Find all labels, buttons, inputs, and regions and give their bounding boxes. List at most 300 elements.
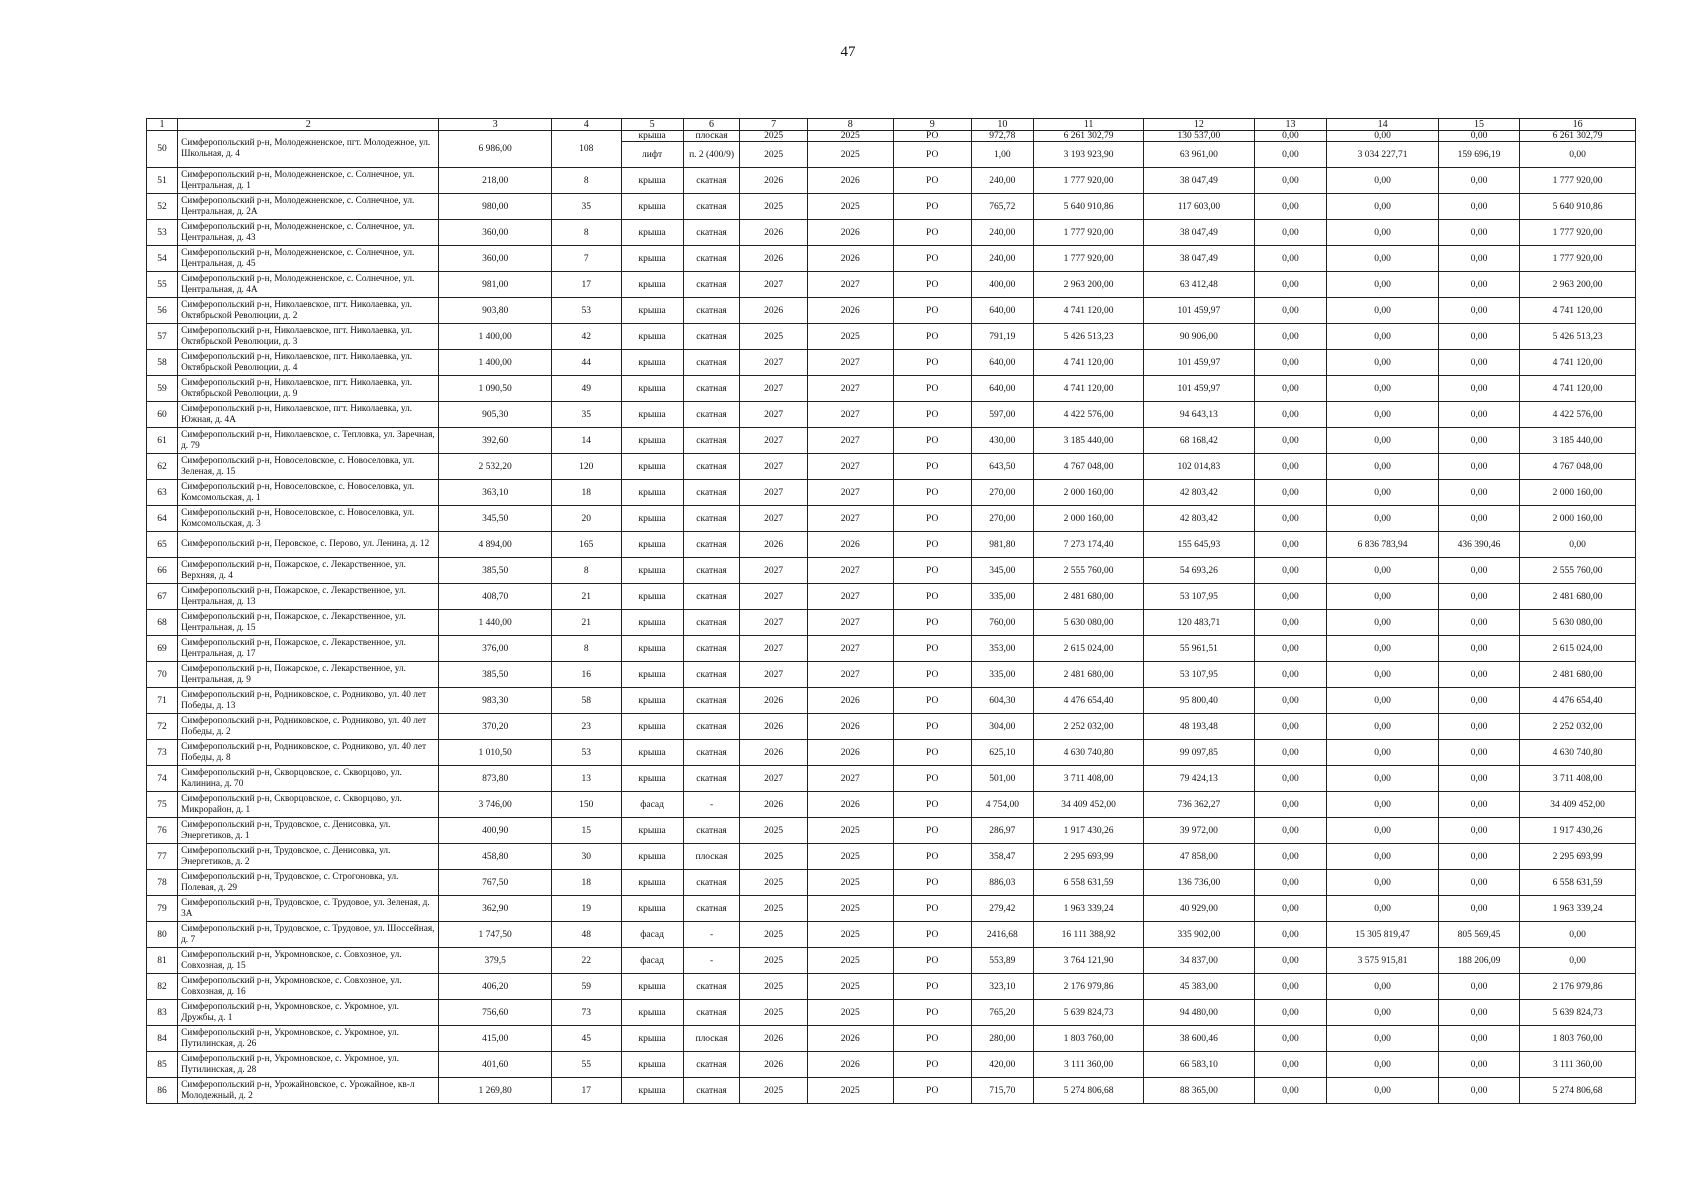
address-cell: Симферопольский р-н, Скворцовское, с. Скворцово, ул. Микрорайон, д. 1 bbox=[178, 792, 439, 818]
fund-local-cell: 0,00 bbox=[1438, 454, 1519, 480]
residents-cell: 21 bbox=[551, 610, 621, 636]
year-end-cell: 2025 bbox=[807, 1078, 893, 1104]
table-cell: 0,00 bbox=[1254, 142, 1327, 168]
area-cell: 1 010,50 bbox=[439, 740, 551, 766]
area-cell: 767,50 bbox=[439, 870, 551, 896]
year-start-cell: 2027 bbox=[740, 766, 807, 792]
fund-federal-cell: 0,00 bbox=[1254, 324, 1327, 350]
volume-cell: 240,00 bbox=[971, 246, 1033, 272]
fund-owners-cell: 2 963 200,00 bbox=[1520, 272, 1636, 298]
table-cell: 0,00 bbox=[1254, 131, 1327, 142]
table-cell: 3 193 923,90 bbox=[1033, 142, 1143, 168]
year-start-cell: 2026 bbox=[740, 792, 807, 818]
year-start-cell: 2027 bbox=[740, 636, 807, 662]
volume-cell: 2416,68 bbox=[971, 922, 1033, 948]
table-cell: 2025 bbox=[740, 131, 807, 142]
year-end-cell: 2027 bbox=[807, 376, 893, 402]
year-end-cell: 2027 bbox=[807, 558, 893, 584]
area-cell: 756,60 bbox=[439, 1000, 551, 1026]
volume-cell: 280,00 bbox=[971, 1026, 1033, 1052]
table-row bbox=[147, 220, 1636, 246]
fund-local-cell: 0,00 bbox=[1438, 610, 1519, 636]
fund-local-cell: 0,00 bbox=[1438, 766, 1519, 792]
fund-local-cell: 0,00 bbox=[1438, 272, 1519, 298]
work-type-cell: фасад bbox=[621, 948, 683, 974]
fund-owners-cell: 1 777 920,00 bbox=[1520, 168, 1636, 194]
column-number-11: 11 bbox=[1033, 119, 1143, 131]
year-start-cell: 2025 bbox=[740, 844, 807, 870]
area-cell: 3 746,00 bbox=[439, 792, 551, 818]
residents-cell: 23 bbox=[551, 714, 621, 740]
total-cost-cell: 5 639 824,73 bbox=[1033, 1000, 1143, 1026]
unit-cost-cell: 47 858,00 bbox=[1144, 844, 1254, 870]
fund-owners-cell: 2 481 680,00 bbox=[1520, 662, 1636, 688]
work-type-cell: крыша bbox=[621, 324, 683, 350]
method-cell: РО bbox=[893, 974, 971, 1000]
volume-cell: 286,97 bbox=[971, 818, 1033, 844]
year-start-cell: 2026 bbox=[740, 532, 807, 558]
row-number: 61 bbox=[147, 428, 178, 454]
fund-owners-cell: 1 777 920,00 bbox=[1520, 246, 1636, 272]
method-cell: РО bbox=[893, 168, 971, 194]
fund-local-cell: 0,00 bbox=[1438, 558, 1519, 584]
address-cell: Симферопольский р-н, Николаевское, пгт. Николаевка, ул. Октябрьской Революции, д. 9 bbox=[178, 376, 439, 402]
unit-cost-cell: 38 047,49 bbox=[1144, 220, 1254, 246]
row-number: 82 bbox=[147, 974, 178, 1000]
fund-owners-cell: 4 422 576,00 bbox=[1520, 402, 1636, 428]
area-cell: 370,20 bbox=[439, 714, 551, 740]
row-number: 63 bbox=[147, 480, 178, 506]
residents-cell: 73 bbox=[551, 1000, 621, 1026]
method-cell: РО bbox=[893, 792, 971, 818]
roof-type-cell: скатная bbox=[683, 532, 740, 558]
method-cell: РО bbox=[893, 428, 971, 454]
fund-regional-cell: 0,00 bbox=[1327, 844, 1438, 870]
fund-local-cell: 0,00 bbox=[1438, 194, 1519, 220]
fund-regional-cell: 3 575 915,81 bbox=[1327, 948, 1438, 974]
unit-cost-cell: 40 929,00 bbox=[1144, 896, 1254, 922]
fund-owners-cell: 0,00 bbox=[1520, 922, 1636, 948]
address-cell: Симферопольский р-н, Трудовское, с. Трудовое, ул. Зеленая, д. 3А bbox=[178, 896, 439, 922]
unit-cost-cell: 53 107,95 bbox=[1144, 584, 1254, 610]
unit-cost-cell: 38 047,49 bbox=[1144, 168, 1254, 194]
unit-cost-cell: 101 459,97 bbox=[1144, 350, 1254, 376]
total-cost-cell: 3 764 121,90 bbox=[1033, 948, 1143, 974]
method-cell: РО bbox=[893, 558, 971, 584]
row-number: 55 bbox=[147, 272, 178, 298]
residents-cell: 13 bbox=[551, 766, 621, 792]
unit-cost-cell: 79 424,13 bbox=[1144, 766, 1254, 792]
total-cost-cell: 2 176 979,86 bbox=[1033, 974, 1143, 1000]
method-cell: РО bbox=[893, 480, 971, 506]
year-end-cell: 2025 bbox=[807, 922, 893, 948]
year-start-cell: 2026 bbox=[740, 740, 807, 766]
fund-owners-cell: 2 615 024,00 bbox=[1520, 636, 1636, 662]
unit-cost-cell: 88 365,00 bbox=[1144, 1078, 1254, 1104]
table-row bbox=[147, 844, 1636, 870]
work-type-cell: крыша bbox=[621, 610, 683, 636]
fund-owners-cell: 5 640 910,86 bbox=[1520, 194, 1636, 220]
table-cell: 2025 bbox=[740, 142, 807, 168]
volume-cell: 270,00 bbox=[971, 480, 1033, 506]
year-end-cell: 2025 bbox=[807, 818, 893, 844]
roof-type-cell: скатная bbox=[683, 896, 740, 922]
year-start-cell: 2026 bbox=[740, 220, 807, 246]
row-number: 58 bbox=[147, 350, 178, 376]
table-row bbox=[147, 131, 1636, 142]
fund-federal-cell: 0,00 bbox=[1254, 636, 1327, 662]
work-type-cell: крыша bbox=[621, 662, 683, 688]
fund-federal-cell: 0,00 bbox=[1254, 220, 1327, 246]
area-cell: 4 894,00 bbox=[439, 532, 551, 558]
table-row bbox=[147, 376, 1636, 402]
fund-federal-cell: 0,00 bbox=[1254, 1078, 1327, 1104]
address-cell: Симферопольский р-н, Новоселовское, с. Новоселовка, ул. Комсомольская, д. 1 bbox=[178, 480, 439, 506]
row-number: 68 bbox=[147, 610, 178, 636]
fund-owners-cell: 5 426 513,23 bbox=[1520, 324, 1636, 350]
roof-type-cell: скатная bbox=[683, 506, 740, 532]
work-type-cell: крыша bbox=[621, 896, 683, 922]
fund-federal-cell: 0,00 bbox=[1254, 766, 1327, 792]
unit-cost-cell: 101 459,97 bbox=[1144, 376, 1254, 402]
area-cell: 360,00 bbox=[439, 246, 551, 272]
residents-cell: 30 bbox=[551, 844, 621, 870]
table-cell: РО bbox=[893, 142, 971, 168]
fund-local-cell: 188 206,09 bbox=[1438, 948, 1519, 974]
total-cost-cell: 4 476 654,40 bbox=[1033, 688, 1143, 714]
table-row bbox=[147, 610, 1636, 636]
table-row bbox=[147, 402, 1636, 428]
year-start-cell: 2025 bbox=[740, 974, 807, 1000]
table-row bbox=[147, 896, 1636, 922]
fund-local-cell: 0,00 bbox=[1438, 1078, 1519, 1104]
row-number: 78 bbox=[147, 870, 178, 896]
fund-local-cell: 0,00 bbox=[1438, 584, 1519, 610]
year-end-cell: 2027 bbox=[807, 766, 893, 792]
fund-federal-cell: 0,00 bbox=[1254, 584, 1327, 610]
residents-cell: 8 bbox=[551, 168, 621, 194]
residents-cell: 53 bbox=[551, 298, 621, 324]
year-end-cell: 2027 bbox=[807, 454, 893, 480]
volume-cell: 765,72 bbox=[971, 194, 1033, 220]
year-end-cell: 2025 bbox=[807, 896, 893, 922]
area-cell: 385,50 bbox=[439, 662, 551, 688]
total-cost-cell: 1 777 920,00 bbox=[1033, 246, 1143, 272]
volume-cell: 4 754,00 bbox=[971, 792, 1033, 818]
fund-regional-cell: 0,00 bbox=[1327, 298, 1438, 324]
row-number: 85 bbox=[147, 1052, 178, 1078]
roof-type-cell: скатная bbox=[683, 870, 740, 896]
fund-local-cell: 0,00 bbox=[1438, 1000, 1519, 1026]
method-cell: РО bbox=[893, 766, 971, 792]
address-cell: Симферопольский р-н, Укромновское, с. Укромное, ул. Дружбы, д. 1 bbox=[178, 1000, 439, 1026]
year-start-cell: 2027 bbox=[740, 454, 807, 480]
year-end-cell: 2027 bbox=[807, 610, 893, 636]
fund-local-cell: 805 569,45 bbox=[1438, 922, 1519, 948]
total-cost-cell: 2 252 032,00 bbox=[1033, 714, 1143, 740]
fund-federal-cell: 0,00 bbox=[1254, 194, 1327, 220]
volume-cell: 240,00 bbox=[971, 168, 1033, 194]
fund-regional-cell: 0,00 bbox=[1327, 584, 1438, 610]
volume-cell: 640,00 bbox=[971, 376, 1033, 402]
fund-owners-cell: 4 741 120,00 bbox=[1520, 350, 1636, 376]
fund-federal-cell: 0,00 bbox=[1254, 428, 1327, 454]
fund-regional-cell: 0,00 bbox=[1327, 480, 1438, 506]
table-row bbox=[147, 818, 1636, 844]
fund-federal-cell: 0,00 bbox=[1254, 714, 1327, 740]
unit-cost-cell: 55 961,51 bbox=[1144, 636, 1254, 662]
unit-cost-cell: 136 736,00 bbox=[1144, 870, 1254, 896]
column-number-3: 3 bbox=[439, 119, 551, 131]
residents-cell: 49 bbox=[551, 376, 621, 402]
fund-federal-cell: 0,00 bbox=[1254, 1052, 1327, 1078]
method-cell: РО bbox=[893, 896, 971, 922]
roof-type-cell: скатная bbox=[683, 1078, 740, 1104]
table-cell: 972,78 bbox=[971, 131, 1033, 142]
column-number-14: 14 bbox=[1327, 119, 1438, 131]
area-cell: 379,5 bbox=[439, 948, 551, 974]
fund-federal-cell: 0,00 bbox=[1254, 740, 1327, 766]
fund-regional-cell: 0,00 bbox=[1327, 220, 1438, 246]
row-number: 62 bbox=[147, 454, 178, 480]
roof-type-cell: скатная bbox=[683, 558, 740, 584]
fund-federal-cell: 0,00 bbox=[1254, 1000, 1327, 1026]
fund-regional-cell: 0,00 bbox=[1327, 740, 1438, 766]
year-start-cell: 2026 bbox=[740, 298, 807, 324]
year-start-cell: 2027 bbox=[740, 506, 807, 532]
method-cell: РО bbox=[893, 272, 971, 298]
work-type-cell: крыша bbox=[621, 220, 683, 246]
unit-cost-cell: 63 412,48 bbox=[1144, 272, 1254, 298]
row-number: 76 bbox=[147, 818, 178, 844]
table-row bbox=[147, 558, 1636, 584]
year-end-cell: 2026 bbox=[807, 740, 893, 766]
year-start-cell: 2025 bbox=[740, 818, 807, 844]
fund-regional-cell: 0,00 bbox=[1327, 194, 1438, 220]
fund-owners-cell: 6 558 631,59 bbox=[1520, 870, 1636, 896]
fund-regional-cell: 0,00 bbox=[1327, 1078, 1438, 1104]
method-cell: РО bbox=[893, 1078, 971, 1104]
fund-regional-cell: 0,00 bbox=[1327, 688, 1438, 714]
volume-cell: 760,00 bbox=[971, 610, 1033, 636]
unit-cost-cell: 68 168,42 bbox=[1144, 428, 1254, 454]
method-cell: РО bbox=[893, 948, 971, 974]
roof-type-cell: - bbox=[683, 948, 740, 974]
residents-cell: 18 bbox=[551, 870, 621, 896]
unit-cost-cell: 95 800,40 bbox=[1144, 688, 1254, 714]
year-end-cell: 2027 bbox=[807, 636, 893, 662]
fund-regional-cell: 0,00 bbox=[1327, 558, 1438, 584]
fund-federal-cell: 0,00 bbox=[1254, 350, 1327, 376]
area-cell: 392,60 bbox=[439, 428, 551, 454]
table-row bbox=[147, 480, 1636, 506]
work-type-cell: крыша bbox=[621, 844, 683, 870]
fund-regional-cell: 0,00 bbox=[1327, 636, 1438, 662]
table-cell: 0,00 bbox=[1327, 131, 1438, 142]
work-type-cell: фасад bbox=[621, 792, 683, 818]
roof-type-cell: скатная bbox=[683, 246, 740, 272]
table-row bbox=[147, 454, 1636, 480]
total-cost-cell: 2 481 680,00 bbox=[1033, 584, 1143, 610]
table-row bbox=[147, 662, 1636, 688]
method-cell: РО bbox=[893, 636, 971, 662]
roof-type-cell: скатная bbox=[683, 428, 740, 454]
total-cost-cell: 5 426 513,23 bbox=[1033, 324, 1143, 350]
unit-cost-cell: 155 645,93 bbox=[1144, 532, 1254, 558]
unit-cost-cell: 38 600,46 bbox=[1144, 1026, 1254, 1052]
fund-owners-cell: 2 481 680,00 bbox=[1520, 584, 1636, 610]
fund-federal-cell: 0,00 bbox=[1254, 506, 1327, 532]
total-cost-cell: 6 558 631,59 bbox=[1033, 870, 1143, 896]
fund-owners-cell: 3 185 440,00 bbox=[1520, 428, 1636, 454]
table-cell: 159 696,19 bbox=[1438, 142, 1519, 168]
volume-cell: 279,42 bbox=[971, 896, 1033, 922]
area-cell: 980,00 bbox=[439, 194, 551, 220]
table-cell: 3 034 227,71 bbox=[1327, 142, 1438, 168]
work-type-cell: крыша bbox=[621, 402, 683, 428]
method-cell: РО bbox=[893, 298, 971, 324]
year-start-cell: 2025 bbox=[740, 948, 807, 974]
method-cell: РО bbox=[893, 376, 971, 402]
unit-cost-cell: 48 193,48 bbox=[1144, 714, 1254, 740]
volume-cell: 715,70 bbox=[971, 1078, 1033, 1104]
year-end-cell: 2026 bbox=[807, 220, 893, 246]
total-cost-cell: 3 185 440,00 bbox=[1033, 428, 1143, 454]
table-row bbox=[147, 948, 1636, 974]
table-cell: крыша bbox=[621, 131, 683, 142]
method-cell: РО bbox=[893, 454, 971, 480]
address-cell: Симферопольский р-н, Пожарское, с. Лекарственное, ул. Верхняя, д. 4 bbox=[178, 558, 439, 584]
area-cell: 981,00 bbox=[439, 272, 551, 298]
address-cell: Симферопольский р-н, Урожайновское, с. Урожайное, кв-л Молодежный, д. 2 bbox=[178, 1078, 439, 1104]
unit-cost-cell: 42 803,42 bbox=[1144, 506, 1254, 532]
row-number: 59 bbox=[147, 376, 178, 402]
roof-type-cell: скатная bbox=[683, 1052, 740, 1078]
residents-cell: 44 bbox=[551, 350, 621, 376]
volume-cell: 240,00 bbox=[971, 220, 1033, 246]
unit-cost-cell: 102 014,83 bbox=[1144, 454, 1254, 480]
table-row bbox=[147, 714, 1636, 740]
volume-cell: 886,03 bbox=[971, 870, 1033, 896]
fund-local-cell: 0,00 bbox=[1438, 792, 1519, 818]
roof-type-cell: скатная bbox=[683, 376, 740, 402]
area-cell: 400,90 bbox=[439, 818, 551, 844]
fund-local-cell: 0,00 bbox=[1438, 1052, 1519, 1078]
volume-cell: 430,00 bbox=[971, 428, 1033, 454]
residents-cell: 58 bbox=[551, 688, 621, 714]
year-end-cell: 2027 bbox=[807, 402, 893, 428]
year-start-cell: 2027 bbox=[740, 558, 807, 584]
table-cell: 6 261 302,79 bbox=[1033, 131, 1143, 142]
residents-cell: 108 bbox=[551, 131, 621, 168]
fund-regional-cell: 0,00 bbox=[1327, 610, 1438, 636]
residents-cell: 7 bbox=[551, 246, 621, 272]
row-number: 65 bbox=[147, 532, 178, 558]
area-cell: 1 269,80 bbox=[439, 1078, 551, 1104]
method-cell: РО bbox=[893, 714, 971, 740]
year-start-cell: 2026 bbox=[740, 714, 807, 740]
fund-regional-cell: 0,00 bbox=[1327, 662, 1438, 688]
table-row bbox=[147, 766, 1636, 792]
fund-regional-cell: 0,00 bbox=[1327, 454, 1438, 480]
total-cost-cell: 5 630 080,00 bbox=[1033, 610, 1143, 636]
year-start-cell: 2026 bbox=[740, 246, 807, 272]
residents-cell: 59 bbox=[551, 974, 621, 1000]
year-end-cell: 2025 bbox=[807, 194, 893, 220]
unit-cost-cell: 99 097,85 bbox=[1144, 740, 1254, 766]
total-cost-cell: 2 000 160,00 bbox=[1033, 480, 1143, 506]
work-type-cell: крыша bbox=[621, 1052, 683, 1078]
area-cell: 376,00 bbox=[439, 636, 551, 662]
year-start-cell: 2025 bbox=[740, 1078, 807, 1104]
column-number-header bbox=[147, 119, 1636, 131]
fund-regional-cell: 0,00 bbox=[1327, 324, 1438, 350]
volume-cell: 597,00 bbox=[971, 402, 1033, 428]
fund-local-cell: 0,00 bbox=[1438, 1026, 1519, 1052]
fund-owners-cell: 4 767 048,00 bbox=[1520, 454, 1636, 480]
table-row bbox=[147, 922, 1636, 948]
total-cost-cell: 1 777 920,00 bbox=[1033, 220, 1143, 246]
roof-type-cell: скатная bbox=[683, 1000, 740, 1026]
fund-owners-cell: 2 295 693,99 bbox=[1520, 844, 1636, 870]
fund-local-cell: 0,00 bbox=[1438, 168, 1519, 194]
total-cost-cell: 1 963 339,24 bbox=[1033, 896, 1143, 922]
method-cell: РО bbox=[893, 922, 971, 948]
address-cell: Симферопольский р-н, Николаевское, пгт. Николаевка, ул. Южная, д. 4А bbox=[178, 402, 439, 428]
fund-regional-cell: 0,00 bbox=[1327, 428, 1438, 454]
year-start-cell: 2027 bbox=[740, 480, 807, 506]
fund-local-cell: 0,00 bbox=[1438, 974, 1519, 1000]
method-cell: РО bbox=[893, 870, 971, 896]
fund-regional-cell: 0,00 bbox=[1327, 402, 1438, 428]
residents-cell: 55 bbox=[551, 1052, 621, 1078]
fund-local-cell: 0,00 bbox=[1438, 740, 1519, 766]
address-cell: Симферопольский р-н, Николаевское, пгт. Николаевка, ул. Октябрьской Революции, д. 4 bbox=[178, 350, 439, 376]
area-cell: 6 986,00 bbox=[439, 131, 551, 168]
fund-regional-cell: 0,00 bbox=[1327, 714, 1438, 740]
work-type-cell: крыша bbox=[621, 558, 683, 584]
year-start-cell: 2025 bbox=[740, 896, 807, 922]
table-row bbox=[147, 974, 1636, 1000]
fund-regional-cell: 15 305 819,47 bbox=[1327, 922, 1438, 948]
volume-cell: 981,80 bbox=[971, 532, 1033, 558]
fund-federal-cell: 0,00 bbox=[1254, 272, 1327, 298]
address-cell: Симферопольский р-н, Трудовское, с. Денисовка, ул. Энергетиков, д. 2 bbox=[178, 844, 439, 870]
work-type-cell: крыша bbox=[621, 688, 683, 714]
row-number: 84 bbox=[147, 1026, 178, 1052]
fund-local-cell: 0,00 bbox=[1438, 844, 1519, 870]
residents-cell: 8 bbox=[551, 558, 621, 584]
fund-owners-cell: 1 777 920,00 bbox=[1520, 220, 1636, 246]
work-type-cell: крыша bbox=[621, 246, 683, 272]
year-start-cell: 2027 bbox=[740, 584, 807, 610]
column-number-15: 15 bbox=[1438, 119, 1519, 131]
address-cell: Симферопольский р-н, Молодежненское, пгт. Молодежное, ул. Школьная, д. 4 bbox=[178, 131, 439, 168]
residents-cell: 19 bbox=[551, 896, 621, 922]
residents-cell: 53 bbox=[551, 740, 621, 766]
row-number: 51 bbox=[147, 168, 178, 194]
row-number: 69 bbox=[147, 636, 178, 662]
work-type-cell: крыша bbox=[621, 506, 683, 532]
year-start-cell: 2025 bbox=[740, 922, 807, 948]
volume-cell: 791,19 bbox=[971, 324, 1033, 350]
table-row bbox=[147, 532, 1636, 558]
fund-federal-cell: 0,00 bbox=[1254, 844, 1327, 870]
row-number: 64 bbox=[147, 506, 178, 532]
table-row bbox=[147, 792, 1636, 818]
year-end-cell: 2026 bbox=[807, 298, 893, 324]
fund-regional-cell: 0,00 bbox=[1327, 350, 1438, 376]
